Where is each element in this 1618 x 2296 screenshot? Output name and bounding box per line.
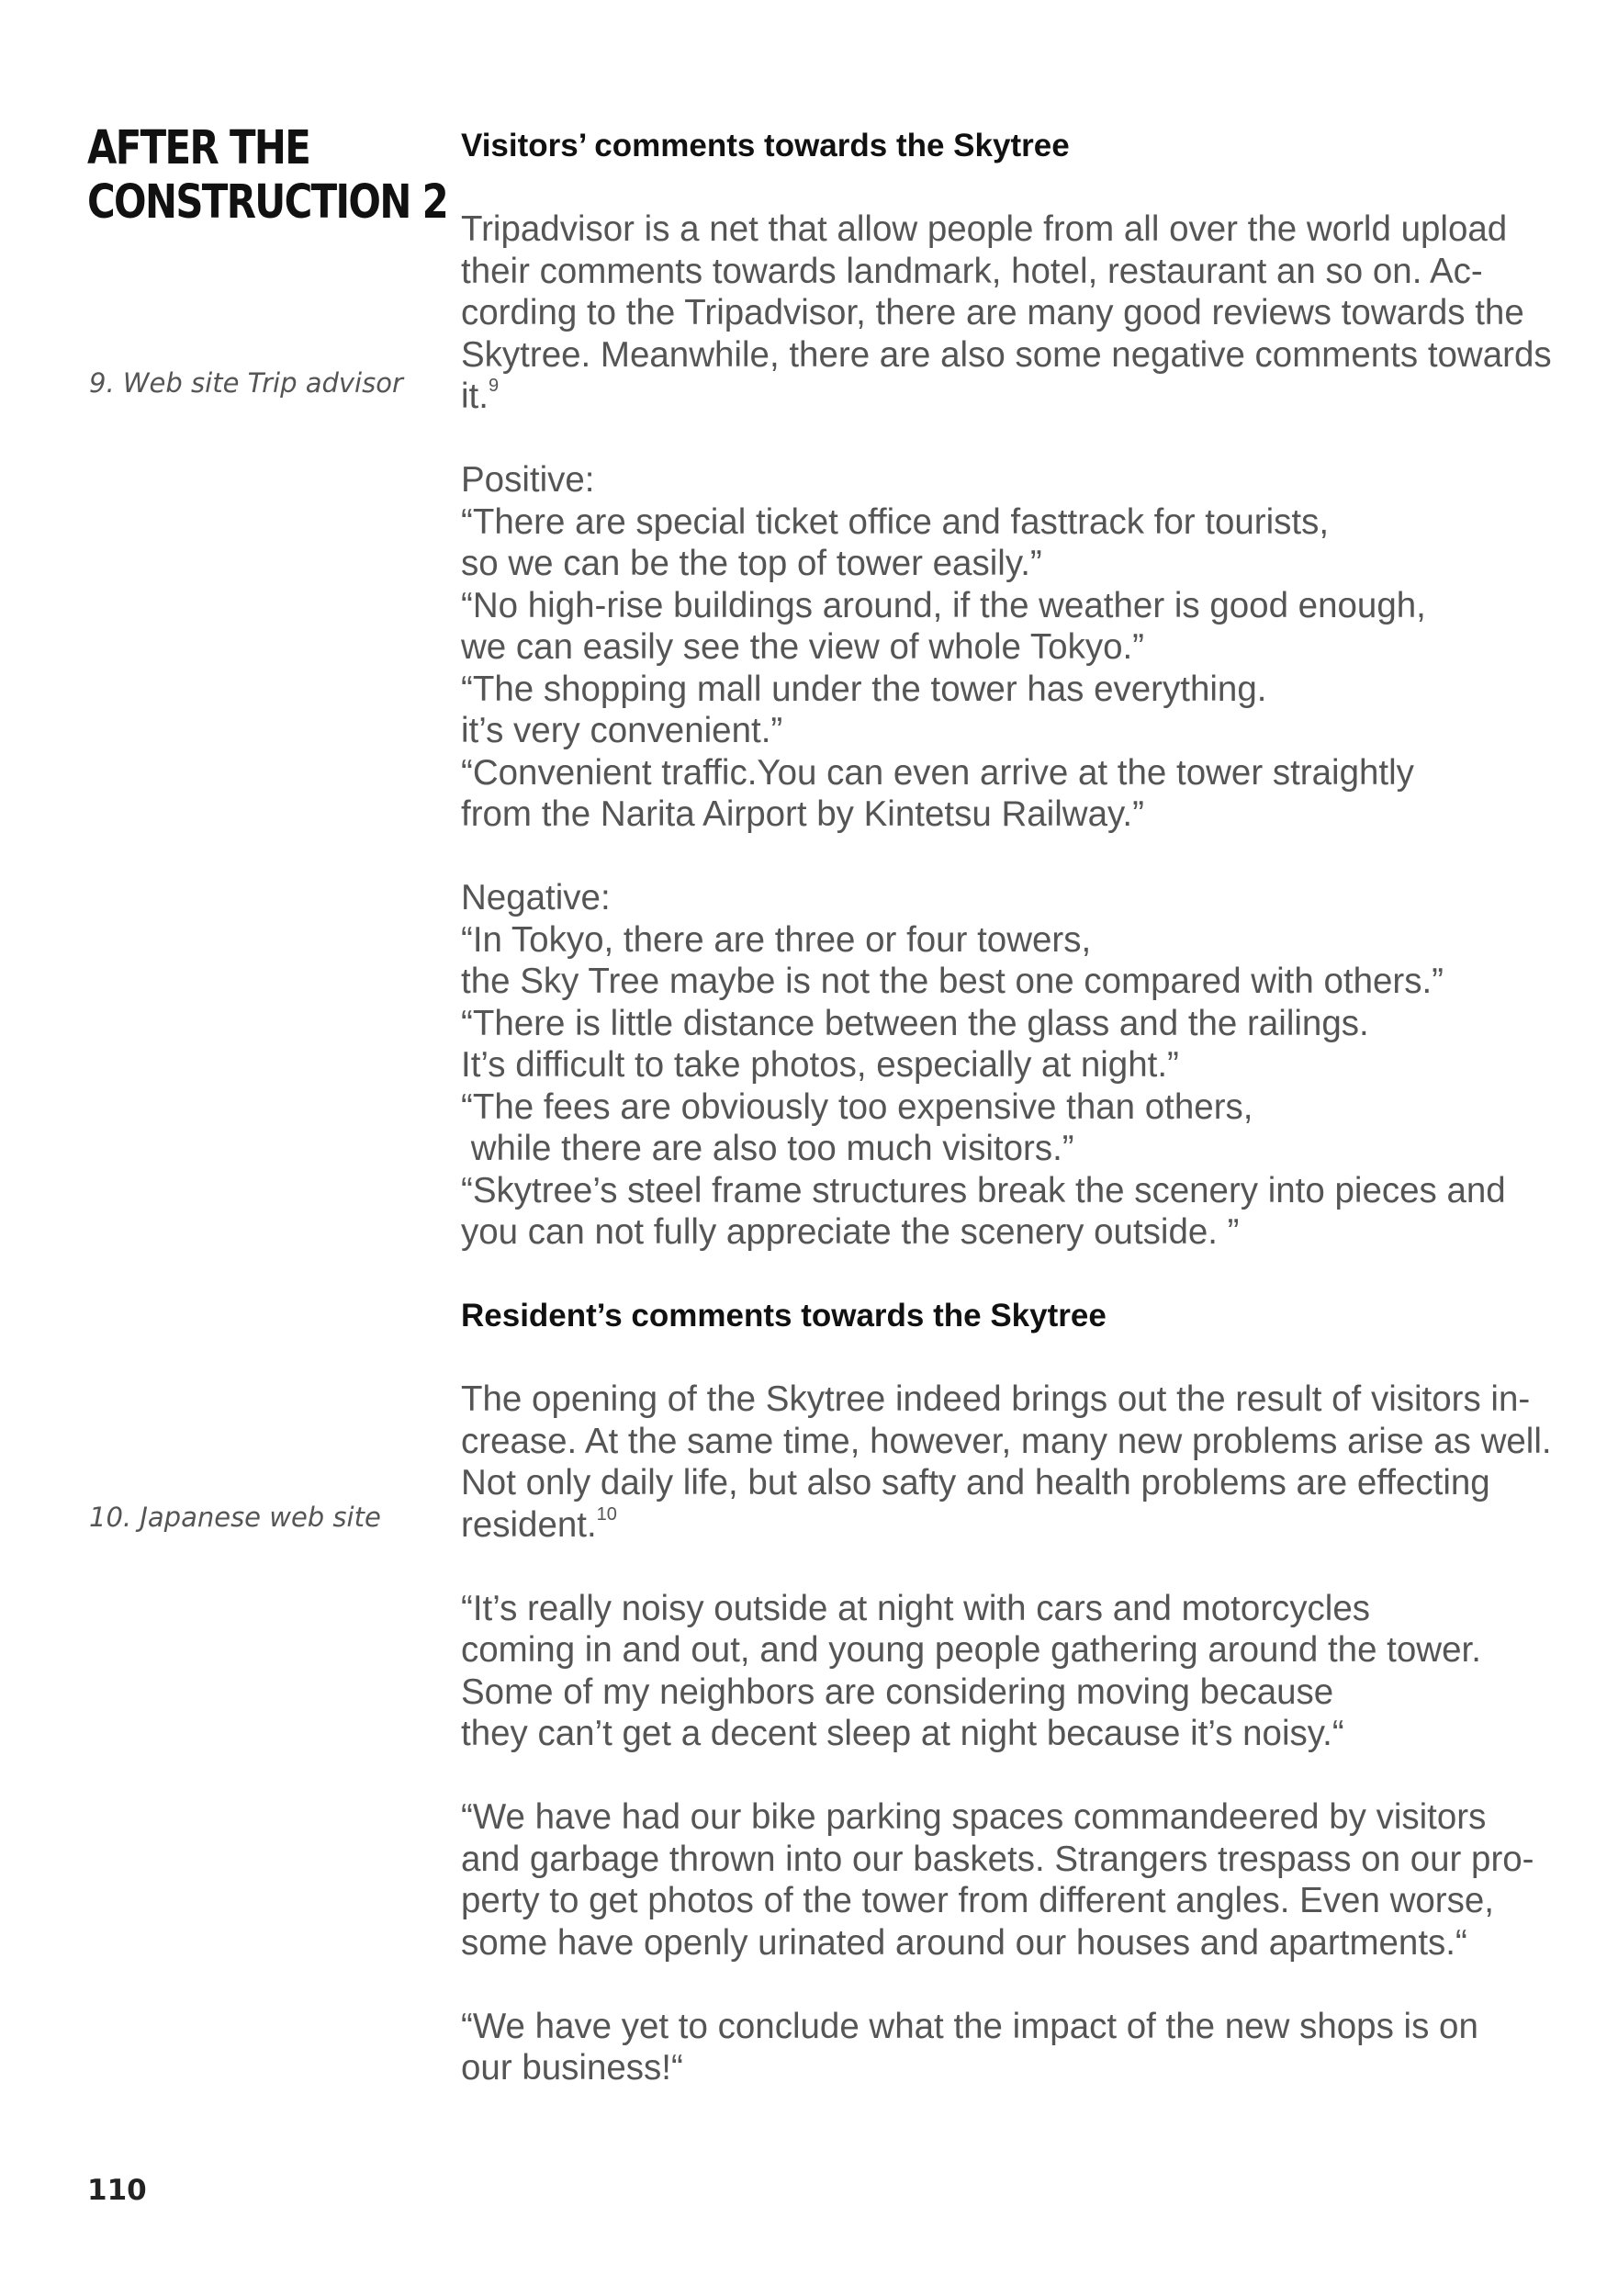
text-line: cording to the Tripadvisor, there are many good reviews towards the — [461, 293, 1524, 332]
spacer — [461, 1755, 1563, 1797]
spacer — [461, 836, 1563, 878]
text-line: “The shopping mall under the tower has everything. — [461, 669, 1267, 709]
spacer — [461, 1337, 1563, 1379]
text-line: crease. At the same time, however, many new problems arise as well. — [461, 1421, 1552, 1461]
footnote-10: 10. Japanese web site — [89, 1502, 381, 1533]
text-line: “It’s really noisy outside at night with cars and motorcycles — [461, 1588, 1371, 1628]
text-fragment: resident. — [461, 1504, 597, 1545]
text-line: “In Tokyo, there are three or four towers, — [461, 919, 1092, 960]
text-line: coming in and out, and young people gathering around the tower. — [461, 1630, 1481, 1670]
text-line: you can not fully appreciate the scenery outside. ” — [461, 1212, 1240, 1252]
text-line: their comments towards landmark, hotel, restaurant an so on. Ac- — [461, 251, 1483, 291]
text-line: while there are also too much visitors.” — [461, 1129, 1074, 1168]
visitors-intro — [461, 208, 1563, 418]
text-line: “We have yet to conclude what the impact of the new shops is on — [461, 2006, 1478, 2046]
text-line: some have openly urinated around our houses and apartments.“ — [461, 1922, 1467, 1963]
resident-quote-2 — [461, 1796, 1563, 1964]
chapter-title-line-1: AFTER THE — [87, 121, 310, 175]
footnote-9: 9. Web site Trip advisor — [89, 367, 403, 399]
text-line: “No high-rise buildings around, if the weather is good enough, — [461, 585, 1426, 625]
positive-label: Positive: — [461, 460, 595, 500]
page-number: 110 — [87, 2174, 147, 2207]
positive-comments — [461, 459, 1563, 836]
spacer — [461, 418, 1563, 460]
text-line: it’s very convenient.” — [461, 711, 783, 750]
text-line: Not only daily life, but also safty and health problems are effecting — [461, 1463, 1490, 1503]
negative-comments — [461, 877, 1563, 1254]
text-line — [461, 376, 1563, 418]
text-line: Skytree. Meanwhile, there are also some negative comments towards — [461, 334, 1552, 375]
text-line: we can easily see the view of whole Tokyo.” — [461, 627, 1145, 667]
text-line: The opening of the Skytree indeed brings out the result of visitors in- — [461, 1379, 1531, 1419]
text-line: so we can be the top of tower easily.” — [461, 544, 1042, 583]
main-content — [461, 125, 1563, 2089]
spacer — [461, 167, 1563, 209]
chapter-title — [87, 121, 448, 230]
text-line: they can’t get a decent sleep at night because it’s noisy.“ — [461, 1714, 1344, 1753]
text-line: perty to get photos of the tower from different angles. Even worse, — [461, 1881, 1494, 1920]
visitors-heading: Visitors’ comments towards the Skytree — [461, 128, 1070, 163]
text-line: Tripadvisor is a net that allow people from all over the world upload — [461, 209, 1508, 249]
text-line: and garbage thrown into our baskets. Strangers trespass on our pro- — [461, 1839, 1534, 1879]
text-line: “We have had our bike parking spaces commandeered by visitors — [461, 1797, 1487, 1837]
text-line: “Skytree’s steel frame structures break the scenery into pieces and — [461, 1170, 1506, 1210]
text-line: from the Narita Airport by Kintetsu Railway.” — [461, 794, 1144, 834]
resident-quote-3 — [461, 2006, 1563, 2089]
residents-intro — [461, 1379, 1563, 1546]
negative-label: Negative: — [461, 878, 611, 917]
text-line — [461, 1504, 1563, 1547]
text-line: “There are special ticket office and fasttrack for tourists, — [461, 501, 1330, 542]
resident-quote-1 — [461, 1588, 1563, 1755]
text-fragment: it. — [461, 377, 489, 416]
footnote-ref-9: 9 — [488, 376, 500, 396]
text-line: Some of my neighbors are considering moving because — [461, 1671, 1334, 1712]
spacer — [461, 1254, 1563, 1296]
text-line: the Sky Tree maybe is not the best one compared with others.” — [461, 962, 1444, 1001]
footnote-ref-10: 10 — [596, 1503, 617, 1525]
text-line: It’s difficult to take photos, especially at night.” — [461, 1045, 1179, 1085]
residents-heading: Resident’s comments towards the Skytree — [461, 1298, 1107, 1334]
text-line: “There is little distance between the glass and the railings. — [461, 1003, 1369, 1043]
chapter-title-line-2: CONSTRUCTION 2 — [87, 175, 448, 230]
text-line: our business!“ — [461, 2048, 683, 2088]
spacer — [461, 1964, 1563, 2006]
text-line: “Convenient traffic.You can even arrive at the tower straightly — [461, 752, 1414, 793]
spacer — [461, 1546, 1563, 1588]
text-line: “The fees are obviously too expensive than others, — [461, 1086, 1253, 1127]
